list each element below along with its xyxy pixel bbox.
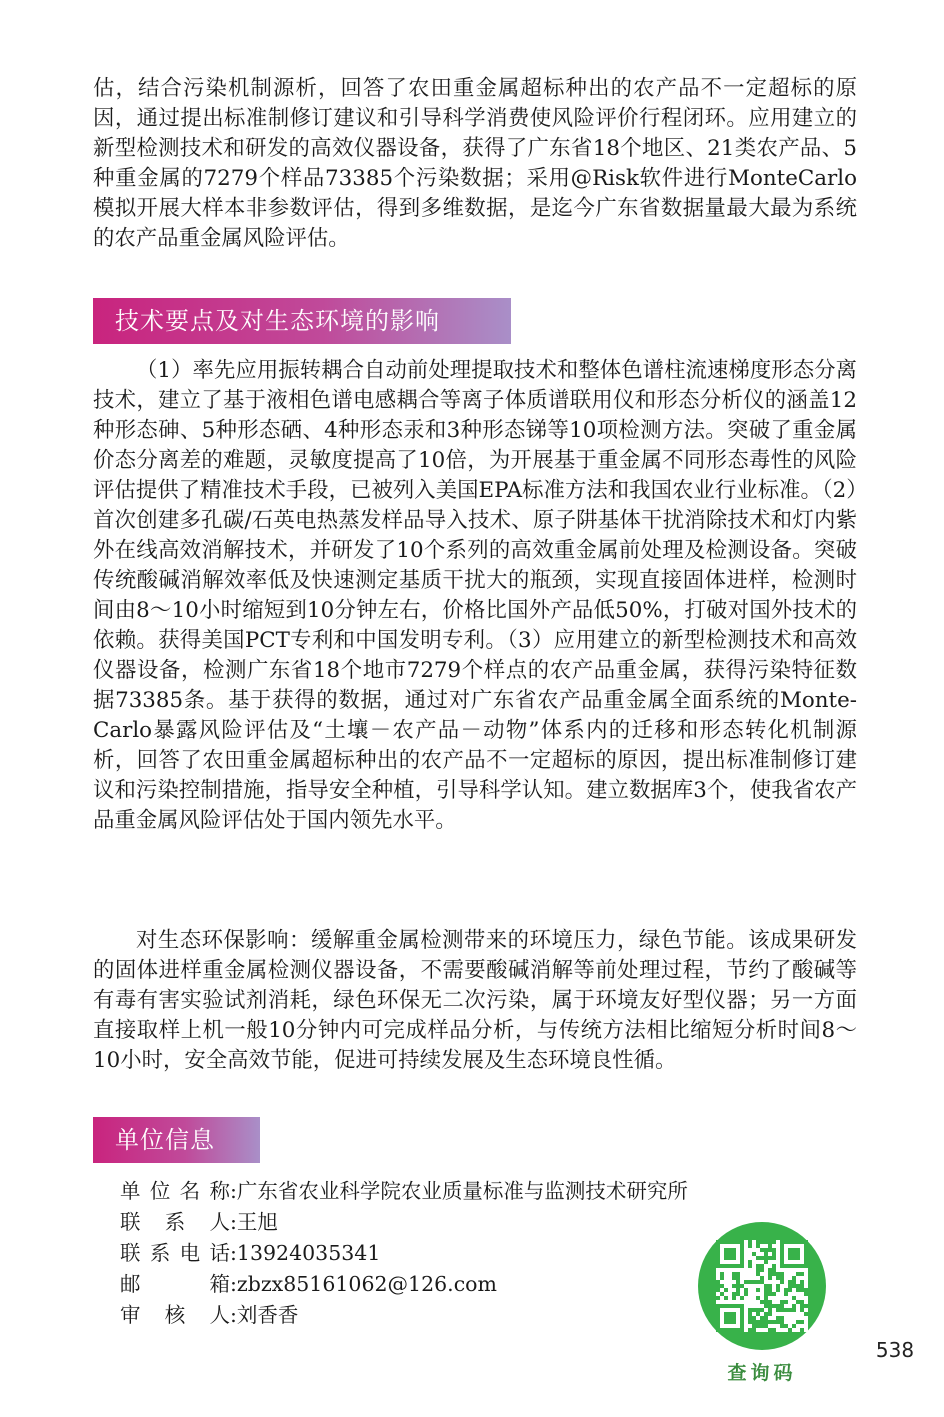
info-value: 刘香香: [236, 1303, 299, 1327]
intro-paragraph: 估，结合污染机制源析，回答了农田重金属超标种出的农产品不一定超标的原因，通过提出标准制修订建议和引导科学消费使风险评价行程闭环。应用建立的新型检测技术和研发的高效仪器设备，获得了广东省18个地区、21类农产品、5种重金属的7279个样品73385个污染数据；采用@Risk软件进行MonteCarlo模拟开展大样本非参数评估，得到多维数据，是迄今广东省数据量最大最为系统的农产品重金属风险评估。: [93, 76, 857, 251]
info-label: 联系电话: [120, 1241, 230, 1265]
section-header-tech: [93, 298, 511, 344]
info-label: 邮箱: [120, 1272, 230, 1296]
info-value: 广东省农业科学院农业质量标准与监测技术研究所: [236, 1179, 688, 1203]
info-label: 审核人: [120, 1303, 230, 1327]
tech-paragraph-2: 对生态环保影响：缓解重金属检测带来的环境压力，绿色节能。该成果研发的固体进样重金属检测仪器设备，不需要酸碱消解等前处理过程，节约了酸碱等有毒有害实验试剂消耗，绿色环保无二次污染，属于环境友好型仪器；另一方面直接取样上机一般10分钟内可完成样品分析，与传统方法相比缩短分析时间8～10小时，安全高效节能，促进可持续发展及生态环境良性循。: [93, 928, 857, 1073]
page-number: 538: [875, 1338, 915, 1362]
info-row-reviewer: 审核人:刘香香: [120, 1300, 740, 1331]
info-value: 王旭: [236, 1210, 278, 1234]
info-row-phone: 联系电话:13924035341: [120, 1238, 740, 1269]
info-value: 13924035341: [236, 1241, 381, 1265]
section-title-tech: 技术要点及对生态环境的影响: [115, 307, 440, 335]
info-row-email: 邮箱:zbzx85161062@126.com: [120, 1269, 740, 1300]
info-value: zbzx85161062@126.com: [236, 1272, 497, 1296]
info-label: 联系人: [120, 1210, 230, 1234]
qr-code-icon[interactable]: [698, 1222, 826, 1350]
tech-paragraph-1: （1）率先应用振转耦合自动前处理提取技术和整体色谱柱流速梯度形态分离技术，建立了基于液相色谱电感耦合等离子体质谱联用仪和形态分析仪的涵盖12种形态砷、5种形态硒、4种形态汞和3种形态锑等10项检测方法。突破了重金属价态分离差的难题，灵敏度提高了10倍，为开展基于重金属不同形态毒性的风险评估提供了精准技术手段，已被列入美国EPA标准方法和我国农业行业标准。（2）首次创建多孔碳/石英电热蒸发样品导入技术、原子阱基体干扰消除技术和灯内紫外在线高效消解技术，并研发了10个系列的高效重金属前处理及检测设备。突破传统酸碱消解效率低及快速测定基质干扰大的瓶颈，实现直接固体进样，检测时间由8～10小时缩短到10分钟左右，价格比国外产品低50%，打破对国外技术的依赖。获得美国PCT专利和中国发明专利。（3）应用建立的新型检测技术和高效仪器设备，检测广东省18个地市7279个样点的农产品重金属，获得污染特征数据73385条。基于获得的数据，通过对广东省农产品重金属全面系统的Monte-Carlo暴露风险评估及“土壤－农产品－动物”体系内的迁移和形态转化机制源析，回答了农田重金属超标种出的农产品不一定超标的原因，提出标准制修订建议和污染控制措施，指导安全种植，引导科学认知。建立数据库3个，使我省农产品重金属风险评估处于国内领先水平。: [93, 358, 857, 833]
info-row-unit: 单位名称:广东省农业科学院农业质量标准与监测技术研究所: [120, 1176, 740, 1207]
info-row-contact: 联系人:王旭: [120, 1207, 740, 1238]
info-label: 单位名称: [120, 1179, 230, 1203]
qr-caption: 查询码: [727, 1362, 797, 1384]
section-title-unit: 单位信息: [115, 1126, 215, 1154]
section-header-unit: [93, 1117, 260, 1163]
unit-info-list: [120, 1176, 740, 1331]
qr-code-pattern: [716, 1240, 808, 1332]
